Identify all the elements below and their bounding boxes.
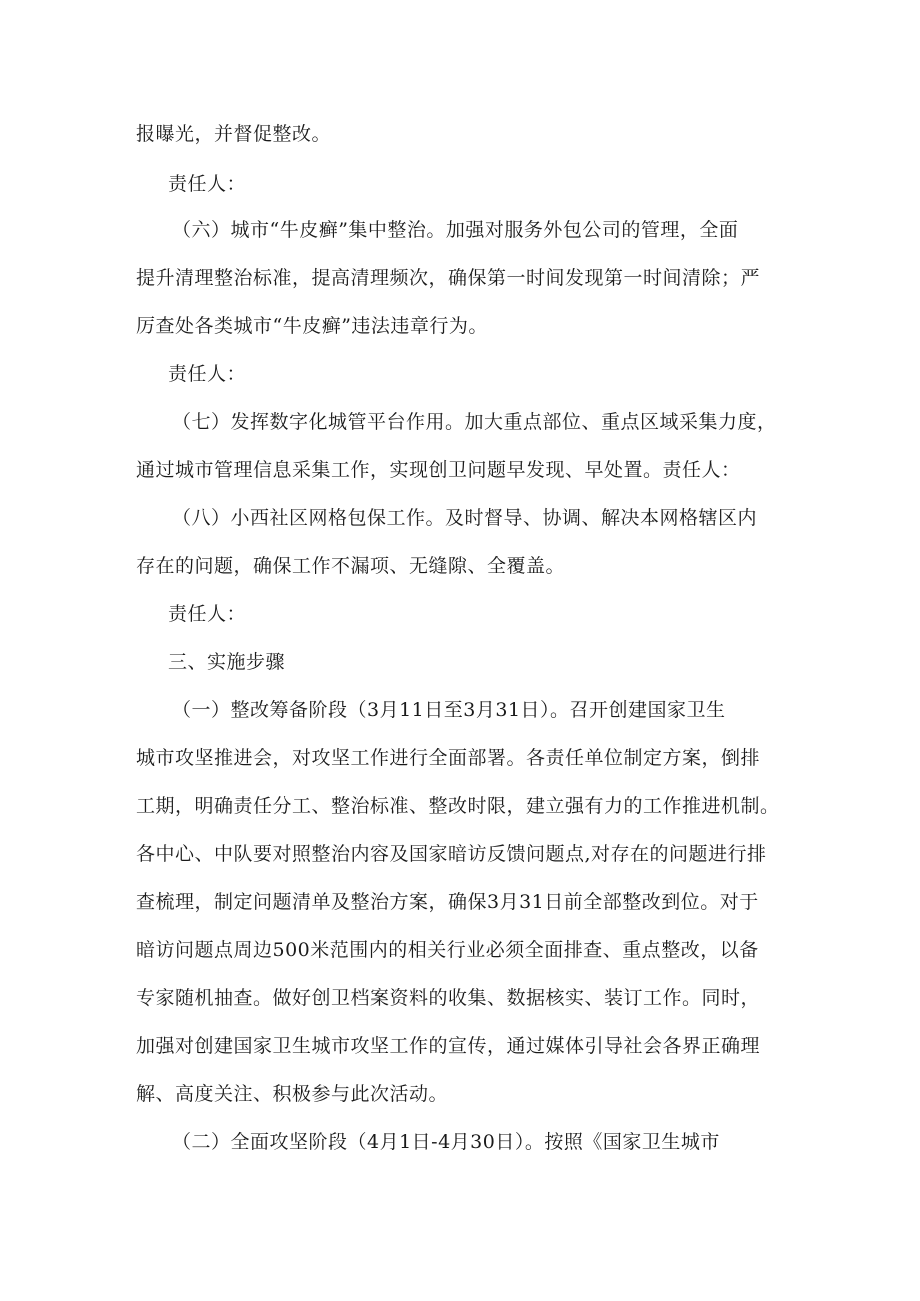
text-line: （二）全面攻坚阶段（4月1日-4月30日）。按照《国家卫生城市 (172, 1131, 720, 1153)
text-line: 报曝光，并督促整改。 (136, 123, 332, 145)
text-line: 提升清理整治标准，提高清理频次，确保第一时间发现第一时间清除；严 (136, 267, 761, 289)
text-line: 城市攻坚推进会，对攻坚工作进行全面部署。各责任单位制定方案，倒排 (136, 747, 761, 769)
section-heading: 三、实施步骤 (168, 651, 286, 673)
text-line: 专家随机抽查。做好创卫档案资料的收集、数据核实、装订工作。同时， (136, 987, 761, 1009)
text-line: 各中心、中队要对照整治内容及国家暗访反馈问题点,对存在的问题进行排 (136, 843, 767, 865)
text-line: 解、高度关注、积极参与此次活动。 (136, 1083, 449, 1105)
text-line: 厉查处各类城市“牛皮癣”违法违章行为。 (136, 315, 488, 337)
text-line: 责任人： (168, 173, 247, 195)
text-line: 通过城市管理信息采集工作，实现创卫问题早发现、早处置。责任人： (136, 459, 741, 481)
text-line: （八）小西社区网格包保工作。及时督导、协调、解决本网格辖区内 (172, 507, 758, 529)
text-line: 暗访问题点周边500米范围内的相关行业必须全面排查、重点整改，以备 (136, 939, 759, 961)
text-line: 责任人： (168, 363, 247, 385)
text-line: （六）城市“牛皮癣”集中整治。加强对服务外包公司的管理，全面 (172, 219, 739, 241)
text-line: （七）发挥数字化城管平台作用。加大重点部位、重点区域采集力度， (172, 411, 777, 433)
text-line: 查梳理，制定问题清单及整治方案，确保3月31日前全部整改到位。对于 (136, 891, 759, 913)
text-line: 工期，明确责任分工、整治标准、整改时限，建立强有力的工作推进机制。 (136, 795, 780, 817)
text-line: 存在的问题，确保工作不漏项、无缝隙、全覆盖。 (136, 555, 566, 577)
text-line: 加强对创建国家卫生城市攻坚工作的宣传，通过媒体引导社会各界正确理 (136, 1035, 761, 1057)
text-line: 责任人： (168, 603, 247, 625)
text-line: （一）整改筹备阶段（3月11日至3月31日）。召开创建国家卫生 (172, 699, 726, 721)
